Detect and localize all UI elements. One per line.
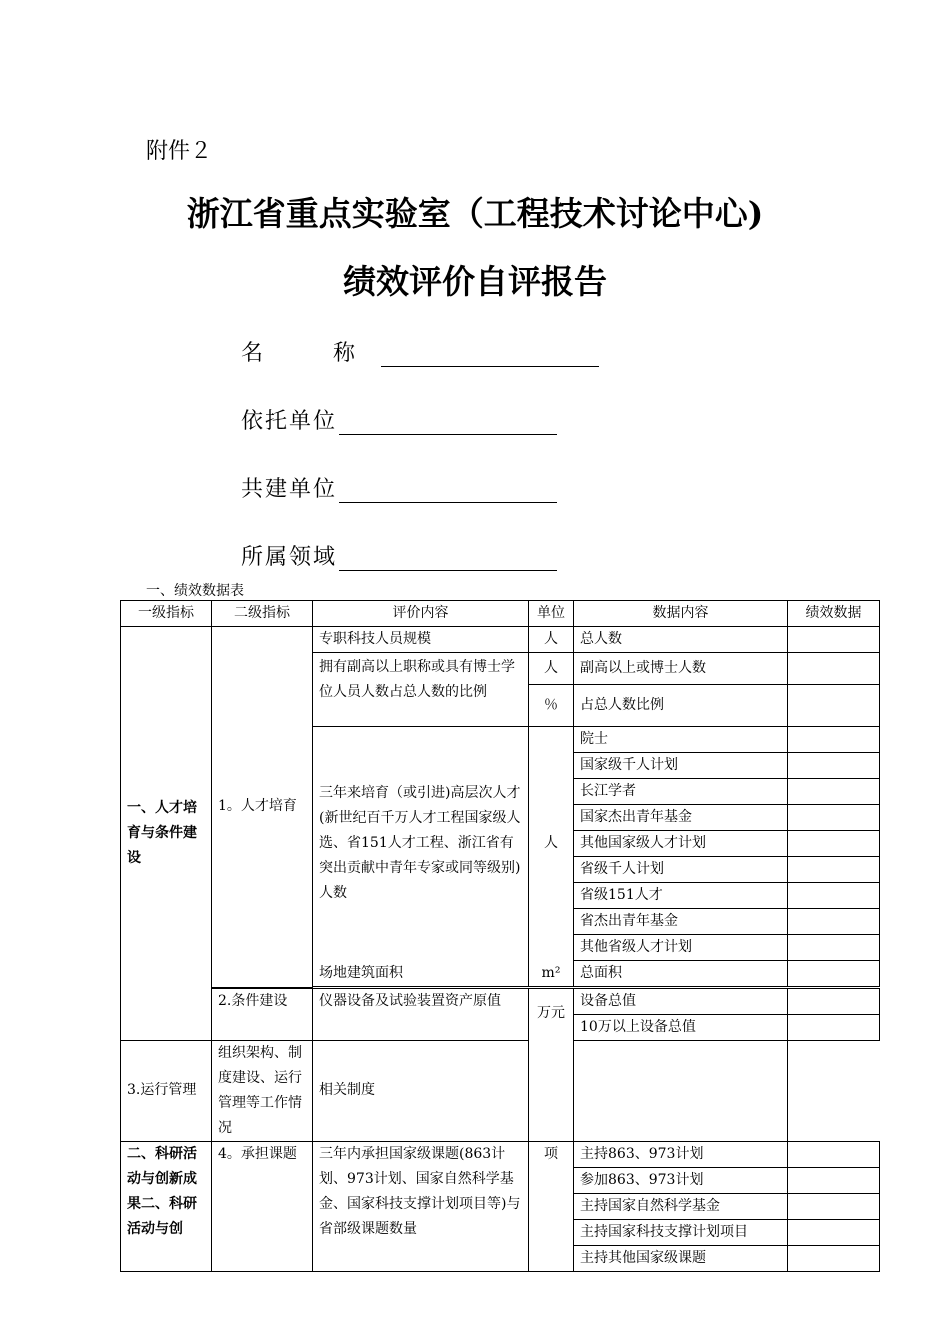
data-project-3: 主持国家科技支撑计划项目 <box>574 1219 788 1245</box>
field-domain <box>241 540 557 571</box>
value-cell[interactable] <box>788 988 880 1014</box>
content-projects: 三年内承担国家级课题(863计划、973计划、国家自然科学基金、国家科技支撑计划项目等)与省部级课题数量 <box>313 1141 529 1271</box>
content-high-talent: 三年来培育（或引进)高层次人才(新世纪百千万人才工程国家级人选、省151人才工程、浙江省有突出贡献中青年专家或同等级别)人数 <box>313 727 529 961</box>
data-project-4: 主持其他国家级课题 <box>574 1245 788 1271</box>
table-row <box>121 1040 880 1141</box>
value-cell[interactable] <box>788 1014 880 1040</box>
content-area: 场地建筑面积 <box>313 961 529 987</box>
field-name <box>241 336 599 367</box>
level2-projects: 4。承担课题 <box>212 1141 313 1271</box>
value-cell[interactable] <box>788 685 880 727</box>
field-host-unit-label: 依托单位 <box>241 409 338 434</box>
header-performance: 绩效数据 <box>788 601 880 627</box>
value-cell[interactable] <box>788 1167 880 1193</box>
data-project-0: 主持863、973计划 <box>574 1141 788 1167</box>
field-domain-blank[interactable] <box>339 548 557 571</box>
content-senior-ratio: 拥有副高以上职称或具有博士学位人员人数占总人数的比例 <box>313 653 529 727</box>
level1-talent: 一、人才培育与条件建设 <box>121 627 212 1041</box>
unit-person-1: 人 <box>529 627 574 653</box>
data-talent-7: 省杰出青年基金 <box>574 909 788 935</box>
header-data-content: 数据内容 <box>574 601 788 627</box>
data-talent-4: 其他国家级人才计划 <box>574 831 788 857</box>
value-cell[interactable] <box>788 961 880 987</box>
field-domain-label: 所属领域 <box>241 545 338 570</box>
report-title-line2: 绩效评价自评报告 <box>343 262 607 301</box>
value-cell[interactable] <box>788 1245 880 1271</box>
table-row <box>121 1141 880 1167</box>
value-cell[interactable] <box>788 653 880 685</box>
level2-operation: 3.运行管理 <box>121 1040 212 1141</box>
data-equip-100k: 10万以上设备总值 <box>574 1014 788 1040</box>
data-equip-total: 设备总值 <box>574 988 788 1014</box>
table-row <box>121 988 880 1014</box>
header-level1: 一级指标 <box>121 601 212 627</box>
data-rules: 相关制度 <box>313 1040 529 1141</box>
table-row <box>121 627 880 653</box>
report-title-line1: 浙江省重点实验室（工程技术讨论中心) <box>186 194 764 233</box>
field-co-unit <box>241 472 557 503</box>
field-host-unit <box>241 404 557 435</box>
value-cell[interactable] <box>788 779 880 805</box>
field-name-label: 名 称 <box>241 341 380 366</box>
header-level2: 二级指标 <box>212 601 313 627</box>
level2-condition: 2.条件建设 <box>212 988 313 1040</box>
data-talent-1: 国家级千人计划 <box>574 753 788 779</box>
data-total-area: 总面积 <box>574 961 788 987</box>
field-name-blank[interactable] <box>381 344 599 367</box>
content-management: 组织架构、制度建设、运行管理等工作情况 <box>212 1040 313 1141</box>
section-title: 一、绩效数据表 <box>146 583 244 599</box>
level1-research: 二、科研活动与创新成果二、科研活动与创 <box>121 1141 212 1271</box>
field-co-unit-label: 共建单位 <box>241 477 338 502</box>
data-talent-8: 其他省级人才计划 <box>574 935 788 961</box>
value-cell[interactable] <box>788 1141 880 1167</box>
data-ratio: 占总人数比例 <box>574 685 788 727</box>
data-senior: 副高以上或博士人数 <box>574 653 788 685</box>
value-cell[interactable] <box>788 1193 880 1219</box>
value-cell[interactable] <box>574 1040 788 1141</box>
value-cell[interactable] <box>788 1219 880 1245</box>
data-talent-3: 国家杰出青年基金 <box>574 805 788 831</box>
unit-item: 项 <box>529 1141 574 1271</box>
value-cell[interactable] <box>788 883 880 909</box>
data-talent-2: 长江学者 <box>574 779 788 805</box>
header-unit: 单位 <box>529 601 574 627</box>
value-cell[interactable] <box>788 627 880 653</box>
data-talent-6: 省级151人才 <box>574 883 788 909</box>
data-talent-0: 院士 <box>574 727 788 753</box>
performance-data-table <box>120 600 880 1272</box>
table-header-row <box>121 601 880 627</box>
value-cell[interactable] <box>788 935 880 961</box>
value-cell[interactable] <box>788 831 880 857</box>
field-host-unit-blank[interactable] <box>339 412 557 435</box>
unit-percent: ％ <box>529 685 574 727</box>
unit-person-2: 人 <box>529 653 574 685</box>
content-staff-scale: 专职科技人员规模 <box>313 627 529 653</box>
value-cell[interactable] <box>788 909 880 935</box>
header-content: 评价内容 <box>313 601 529 627</box>
attachment-label: 附件２ <box>146 139 213 164</box>
value-cell[interactable] <box>788 857 880 883</box>
field-co-unit-blank[interactable] <box>339 480 557 503</box>
value-cell[interactable] <box>788 753 880 779</box>
value-cell[interactable] <box>788 727 880 753</box>
unit-wanyuan: 万元 <box>529 988 574 1141</box>
data-project-1: 参加863、973计划 <box>574 1167 788 1193</box>
data-project-2: 主持国家自然科学基金 <box>574 1193 788 1219</box>
unit-sqm: m² <box>529 961 574 987</box>
data-total: 总人数 <box>574 627 788 653</box>
content-equipment: 仪器设备及试验装置资产原值 <box>313 988 529 1040</box>
unit-person-3: 人 <box>529 727 574 961</box>
data-talent-5: 省级千人计划 <box>574 857 788 883</box>
level2-talent: 1。人才培育 <box>212 627 313 988</box>
value-cell[interactable] <box>788 805 880 831</box>
